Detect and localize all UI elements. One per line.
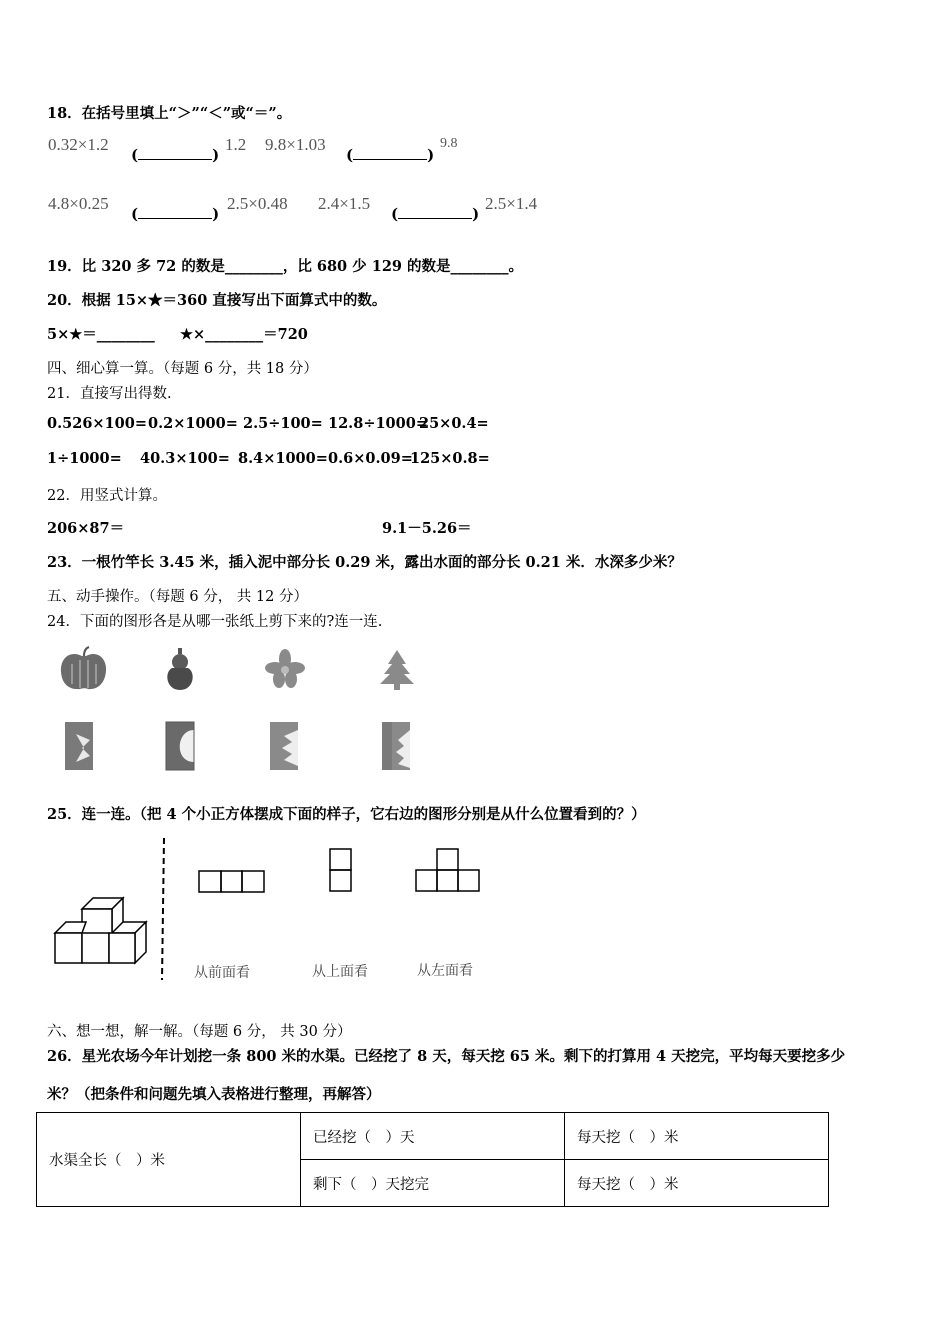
q26-table [36,1112,829,1207]
q26-line1: 26．星光农场今年计划挖一条 800 米的水渠。已经挖了 8 天，每天挖 65 米。剩下的打算用 4 天挖完，平均每天要挖多少 [47,1048,846,1065]
section6-title: 六、想一想，解一解。（每题 6 分， 共 30 分） [47,1024,352,1040]
q21-r2-1: 1÷1000= [47,450,122,467]
q18-blank-4[interactable]: ( ) [391,205,480,223]
cube-stack-figure [55,898,146,963]
q21-r1-2: 0.2×1000= [148,415,238,432]
section5-title: 五、动手操作。（每题 6 分， 共 12 分） [47,589,308,605]
q21-r1-5: 25×0.4= [419,415,489,432]
table-cell-daily-rate-1[interactable]: 每天挖（ ）米 [565,1113,829,1160]
q21-r1-3: 2.5÷100= [243,415,323,432]
tree-cutout[interactable] [380,650,414,690]
q18-expr-8: 2.5×1.4 [485,194,538,213]
q20-line: 5×★＝________ ★×________＝720 [47,326,308,343]
q18-expr-1: 0.32×1.2 [48,135,109,154]
q25-title: 25．连一连。（把 4 个小正方体摆成下面的样子，它右边的图形分别是从什么位置看到的？） [47,806,646,823]
q18-blank-3[interactable]: ( ) [131,205,220,223]
label-front-view: 从前面看 [194,965,250,981]
q18-expr-2: 1.2 [225,135,247,154]
q18-title: 18．在括号里填上“＞”“＜”或“＝”。 [47,105,292,122]
q23-text: 23．一根竹竿长 3.45 米，插入泥中部分长 0.29 米，露出水面的部分长 0.21 米．水深多少米？ [47,554,682,571]
q19-text: 19．比 320 多 72 的数是________，比 680 少 129 的数是________。 [47,258,524,275]
front-view-shape[interactable] [199,871,264,892]
dashed-divider [162,838,164,980]
table-cell-days-dug[interactable]: 已经挖（ ）天 [301,1113,565,1160]
q22-left: 206×87＝ [47,520,125,537]
q21-r2-2: 40.3×100= [140,450,230,467]
q18-blank-2[interactable]: ( ) [346,146,435,164]
table-cell-daily-rate-2[interactable]: 每天挖（ ）米 [565,1160,829,1207]
gourd-cutout[interactable] [167,648,192,690]
q21-r2-3: 8.4×1000= [238,450,328,467]
left-view-shape[interactable] [416,849,479,891]
paper-sheet-1[interactable] [65,722,93,770]
table-cell-remaining-days[interactable]: 剩下（ ）天挖完 [301,1160,565,1207]
apple-cutout[interactable] [61,647,106,689]
q21-r1-4: 12.8÷1000= [328,415,428,432]
q26-line2: 米？（把条件和问题先填入表格进行整理，再解答） [47,1086,381,1103]
q18-blank-1[interactable]: ( ) [131,146,220,164]
q21-r2-5: 125×0.8= [410,450,490,467]
table-cell-total-length[interactable]: 水渠全长（ ）米 [37,1113,301,1207]
q18-expr-4: 9.8 [440,136,458,151]
flower-cutout[interactable] [265,649,305,688]
q18-expr-6: 2.5×0.48 [227,194,288,213]
q20-title: 20．根据 15×★＝360 直接写出下面算式中的数。 [47,292,387,309]
label-top-view: 从上面看 [312,964,368,980]
q18-expr-5: 4.8×0.25 [48,194,109,213]
top-view-shape[interactable] [330,849,351,891]
paper-sheet-3[interactable] [270,722,298,770]
label-left-view: 从左面看 [417,963,473,979]
q21-r1-1: 0.526×100= [47,415,147,432]
q21-r2-4: 0.6×0.09= [328,450,413,467]
q22-right: 9.1－5.26＝ [382,520,472,537]
q18-expr-3: 9.8×1.03 [265,135,326,154]
q22-title: 22．用竖式计算。 [47,488,167,504]
q21-title: 21．直接写出得数. [47,386,172,402]
paper-sheet-4[interactable] [382,722,410,770]
paper-sheet-2[interactable] [166,722,194,770]
section4-title: 四、细心算一算。（每题 6 分，共 18 分） [47,361,318,377]
q18-expr-7: 2.4×1.5 [318,194,371,213]
q24-title: 24．下面的图形各是从哪一张纸上剪下来的?连一连. [47,614,383,630]
